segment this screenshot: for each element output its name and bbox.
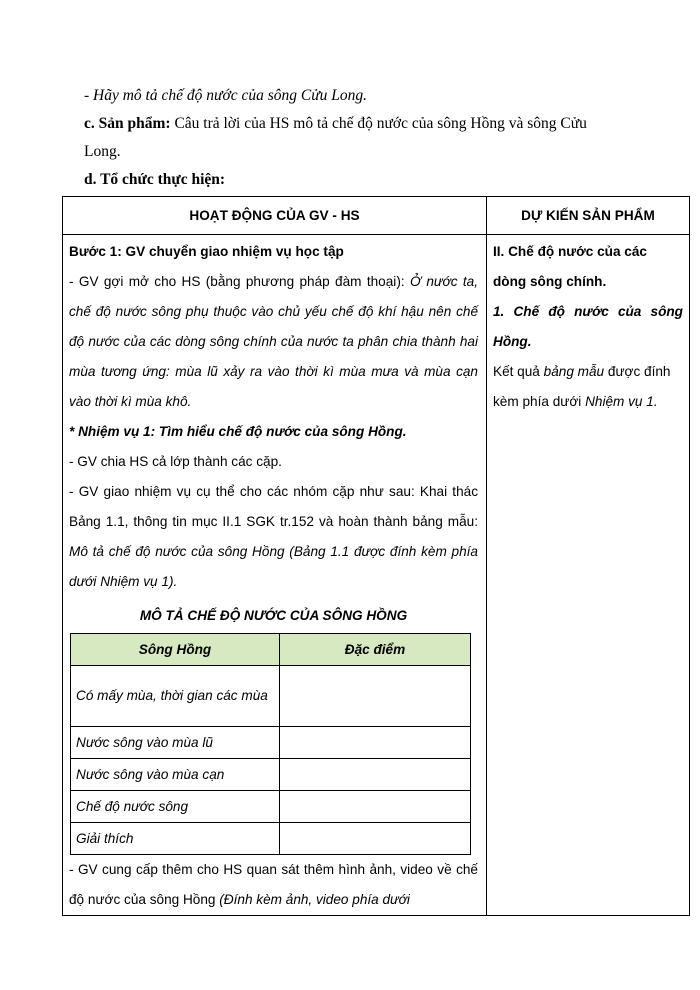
inner-row-value xyxy=(280,759,471,791)
table-header-row xyxy=(63,197,690,235)
paragraph-assign-normal: - GV giao nhiệm vụ cụ thể cho các nhóm cặp như sau: Khai thác Bảng 1.1, thông tin mục II.1 SGK tr.152 và hoàn thành bảng mẫu: xyxy=(69,484,478,529)
paragraph-assign xyxy=(69,477,478,597)
table-row xyxy=(71,666,471,727)
inner-row-label: Giải thích xyxy=(71,823,280,855)
paragraph-intro-italic: Ở nước ta, chế độ nước sông phụ thuộc vào chủ yếu chế độ khí hậu nên chế độ nước của các dòng sông chính của nước ta phân chia thành hai mùa tương ứng: mùa lũ xảy ra vào thời kì mùa mưa và mùa cạn vào thời kì mùa khô. xyxy=(69,274,479,409)
paragraph-intro-normal: - GV gợi mở cho HS (bằng phương pháp đàm thoại): xyxy=(69,274,410,289)
paragraph-assign-italic: Mô tả chế độ nước của sông Hồng (Bảng 1.1 được đính kèm phía dưới Nhiệm vụ 1). xyxy=(69,544,478,589)
table-row xyxy=(71,727,471,759)
inner-table-title: MÔ TẢ CHẾ ĐỘ NƯỚC CỦA SÔNG HỒNG xyxy=(139,608,408,623)
product-text-result xyxy=(493,357,683,417)
inner-row-value xyxy=(280,823,471,855)
product-text: Câu trả lời của HS mô tả chế độ nước của sông Hồng và sông Cửu xyxy=(174,115,587,132)
table-row xyxy=(71,759,471,791)
col-right-header: DỰ KIẾN SẢN PHẨM xyxy=(487,197,690,235)
paragraph-media-italic: (Đính kèm ảnh, video phía dưới xyxy=(219,892,410,907)
inner-row-value xyxy=(280,791,471,823)
table-row xyxy=(71,791,471,823)
product-line-2: Long. xyxy=(84,143,121,160)
activity-cell xyxy=(63,235,487,916)
inner-row-label: Chế độ nước sông xyxy=(71,791,280,823)
inner-row-label: Có mấy mùa, thời gian các mùa xyxy=(71,666,280,727)
organize-heading: d. Tổ chức thực hiện: xyxy=(84,171,226,188)
result-normal-1: Kết quả xyxy=(493,364,544,379)
task1-heading: * Nhiệm vụ 1: Tìm hiểu chế độ nước của sông Hồng. xyxy=(69,424,407,439)
inner-header-river: Sông Hồng xyxy=(71,634,280,666)
inner-row-label: Nước sông vào mùa cạn xyxy=(71,759,280,791)
paragraph-media-normal: - GV cung cấp thêm cho HS quan sát thêm hình ảnh, video về chế độ nước của sông Hồng xyxy=(69,862,478,907)
inner-header-features: Đặc điểm xyxy=(280,634,471,666)
inner-table xyxy=(70,633,471,855)
inner-row-value xyxy=(280,666,471,727)
activity-table xyxy=(62,196,690,916)
paragraph-pairs: - GV chia HS cả lớp thành các cặp. xyxy=(69,454,282,469)
product-cell xyxy=(487,235,690,916)
product-label: c. Sản phẩm: xyxy=(84,115,171,132)
result-normal-2: được đính kèm phía dưới xyxy=(493,364,671,409)
paragraph-intro xyxy=(69,267,478,417)
inner-table-header xyxy=(71,634,471,666)
table-row xyxy=(71,823,471,855)
inner-row-label: Nước sông vào mùa lũ xyxy=(71,727,280,759)
step1-heading: Bước 1: GV chuyển giao nhiệm vụ học tập xyxy=(69,244,344,259)
inner-row-value xyxy=(280,727,471,759)
paragraph-media xyxy=(69,855,478,915)
product-subheading: 1. Chế độ nước của sông Hồng. xyxy=(493,304,683,349)
result-italic-2: Nhiệm vụ 1. xyxy=(585,394,658,409)
table-body-row xyxy=(63,235,690,916)
product-heading: II. Chế độ nước của các dòng sông chính. xyxy=(493,244,647,289)
col-left-header: HOẠT ĐỘNG CỦA GV - HS xyxy=(63,197,487,235)
result-italic-1: bảng mẫu xyxy=(543,364,605,379)
product-line xyxy=(84,114,587,134)
task-line: - Hãy mô tả chế độ nước của sông Cửu Long. xyxy=(84,87,368,104)
